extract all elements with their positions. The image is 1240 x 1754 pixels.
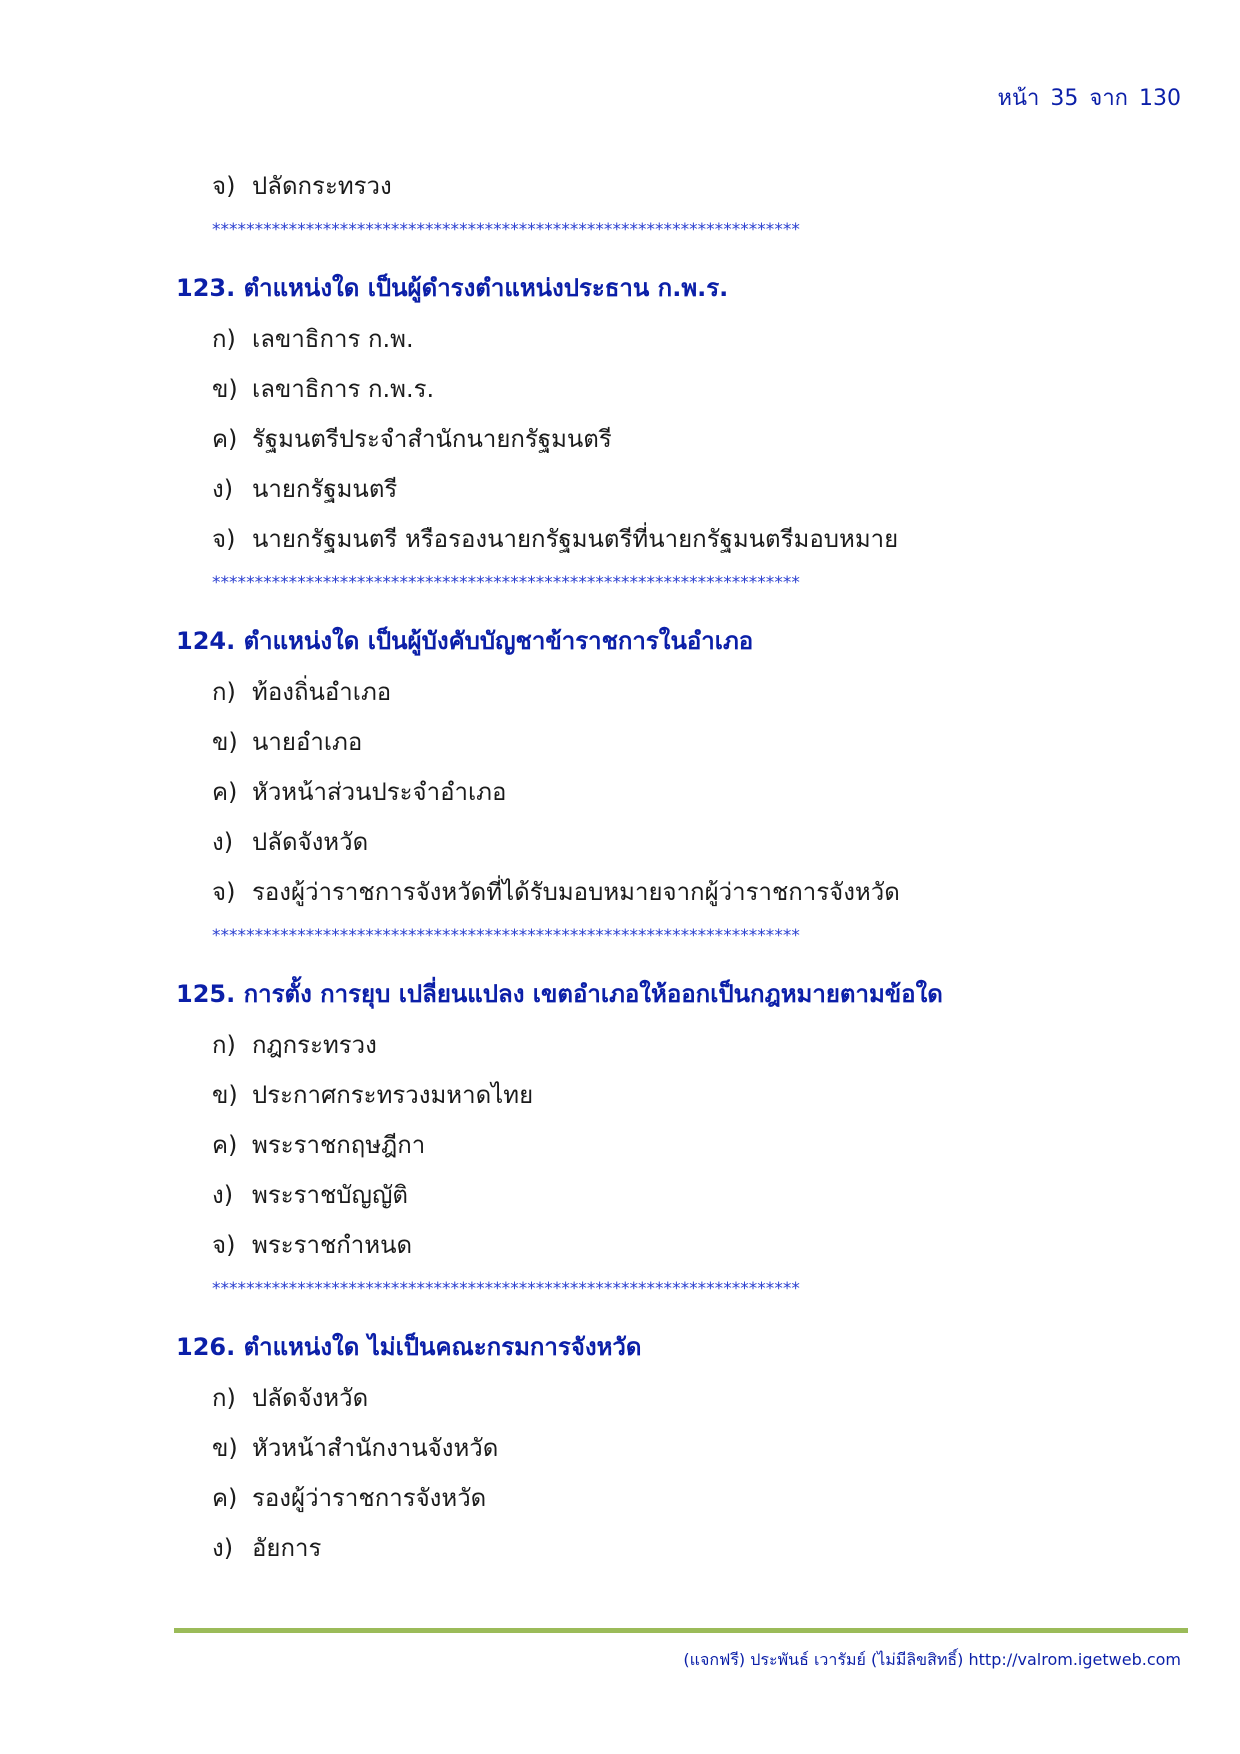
option — [212, 519, 898, 558]
option-letter: ข) — [212, 728, 238, 756]
option-letter: ข) — [212, 1434, 238, 1462]
option-text: อัยการ — [252, 1534, 322, 1562]
option — [212, 419, 612, 458]
option-letter: จ) — [212, 1231, 236, 1259]
option-text: รองผู้ว่าราชการจังหวัดที่ได้รับมอบหมายจากผู้ว่าราชการจังหวัด — [252, 878, 900, 906]
separator: ********************************************************************* — [212, 926, 800, 946]
page-total: 130 — [1139, 86, 1181, 111]
page-label: หน้า — [997, 86, 1040, 111]
option-letter: ก) — [212, 1384, 236, 1412]
option-text: ท้องถิ่นอำเภอ — [252, 678, 392, 706]
option-text: นายอำเภอ — [252, 728, 363, 756]
question-number: 124. — [176, 627, 236, 655]
option-letter: จ) — [212, 878, 236, 906]
option-letter: ง) — [212, 828, 234, 856]
option-text: พระราชกำหนด — [252, 1231, 413, 1259]
question-title — [176, 621, 753, 660]
option-text: นายกรัฐมนตรี — [252, 475, 398, 503]
option — [212, 319, 414, 358]
option-letter: ค) — [212, 1131, 238, 1159]
option — [212, 722, 362, 761]
option-text: หัวหน้าสำนักงานจังหวัด — [252, 1434, 499, 1462]
separator: ********************************************************************* — [212, 573, 800, 593]
option — [212, 1175, 408, 1214]
question-text: ตำแหน่งใด เป็นผู้ดำรงตำแหน่งประธาน ก.พ.ร. — [243, 274, 729, 302]
question-title — [176, 974, 943, 1013]
option-letter: จ) — [212, 172, 236, 200]
question-title — [176, 1327, 641, 1366]
of-label: จาก — [1089, 86, 1128, 111]
question-number: 125. — [176, 980, 236, 1008]
option-text: หัวหน้าส่วนประจำอำเภอ — [252, 778, 507, 806]
option-letter: ค) — [212, 778, 238, 806]
option-letter: ค) — [212, 1484, 238, 1512]
option-letter: ก) — [212, 325, 236, 353]
question-number: 123. — [176, 274, 236, 302]
option — [212, 1528, 321, 1567]
footer-credit: (แจกฟรี) ประพันธ์ เวารัมย์ (ไม่มีลิขสิทธิ์) http://valrom.igetweb.com — [683, 1650, 1181, 1669]
option-letter: ก) — [212, 1031, 236, 1059]
question-text: การตั้ง การยุบ เปลี่ยนแปลง เขตอำเภอให้ออกเป็นกฎหมายตามข้อใด — [243, 980, 943, 1008]
option — [212, 369, 434, 408]
option-text: พระราชบัญญัติ — [252, 1181, 408, 1209]
option — [212, 469, 397, 508]
separator: ********************************************************************* — [212, 1279, 800, 1299]
option-text: เลขาธิการ ก.พ.ร. — [252, 375, 435, 403]
option-letter: ง) — [212, 475, 234, 503]
footer-divider — [174, 1628, 1188, 1633]
option — [212, 772, 506, 811]
option — [212, 672, 391, 711]
option-letter: ง) — [212, 1534, 234, 1562]
option — [212, 1125, 425, 1164]
option — [212, 166, 392, 205]
option-letter: ง) — [212, 1181, 234, 1209]
page-current: 35 — [1050, 86, 1079, 111]
option — [212, 1025, 377, 1064]
option — [212, 1378, 368, 1417]
option — [212, 1075, 533, 1114]
option-text: นายกรัฐมนตรี หรือรองนายกรัฐมนตรีที่นายกรัฐมนตรีมอบหมาย — [252, 525, 899, 553]
option — [212, 822, 368, 861]
option-letter: จ) — [212, 525, 236, 553]
question-title — [176, 268, 728, 307]
option-letter: ก) — [212, 678, 236, 706]
option-text: พระราชกฤษฎีกา — [252, 1131, 426, 1159]
option-text: เลขาธิการ ก.พ. — [252, 325, 414, 353]
option — [212, 1428, 498, 1467]
option — [212, 1225, 412, 1264]
question-text: ตำแหน่งใด เป็นผู้บังคับบัญชาข้าราชการในอำเภอ — [243, 627, 754, 655]
separator: ********************************************************************* — [212, 220, 800, 240]
question-text: ตำแหน่งใด ไม่เป็นคณะกรมการจังหวัด — [243, 1333, 642, 1361]
option-text: กฎกระทรวง — [252, 1031, 377, 1059]
option — [212, 872, 900, 911]
option-text: รองผู้ว่าราชการจังหวัด — [252, 1484, 487, 1512]
option-letter: ข) — [212, 375, 238, 403]
page-number — [994, 80, 1181, 115]
option-letter: ค) — [212, 425, 238, 453]
option-letter: ข) — [212, 1081, 238, 1109]
option-text: รัฐมนตรีประจำสำนักนายกรัฐมนตรี — [252, 425, 612, 453]
option-text: ประกาศกระทรวงมหาดไทย — [252, 1081, 534, 1109]
option-text: ปลัดจังหวัด — [252, 828, 369, 856]
option-text: ปลัดกระทรวง — [252, 172, 392, 200]
option — [212, 1478, 486, 1517]
option-text: ปลัดจังหวัด — [252, 1384, 369, 1412]
question-number: 126. — [176, 1333, 236, 1361]
